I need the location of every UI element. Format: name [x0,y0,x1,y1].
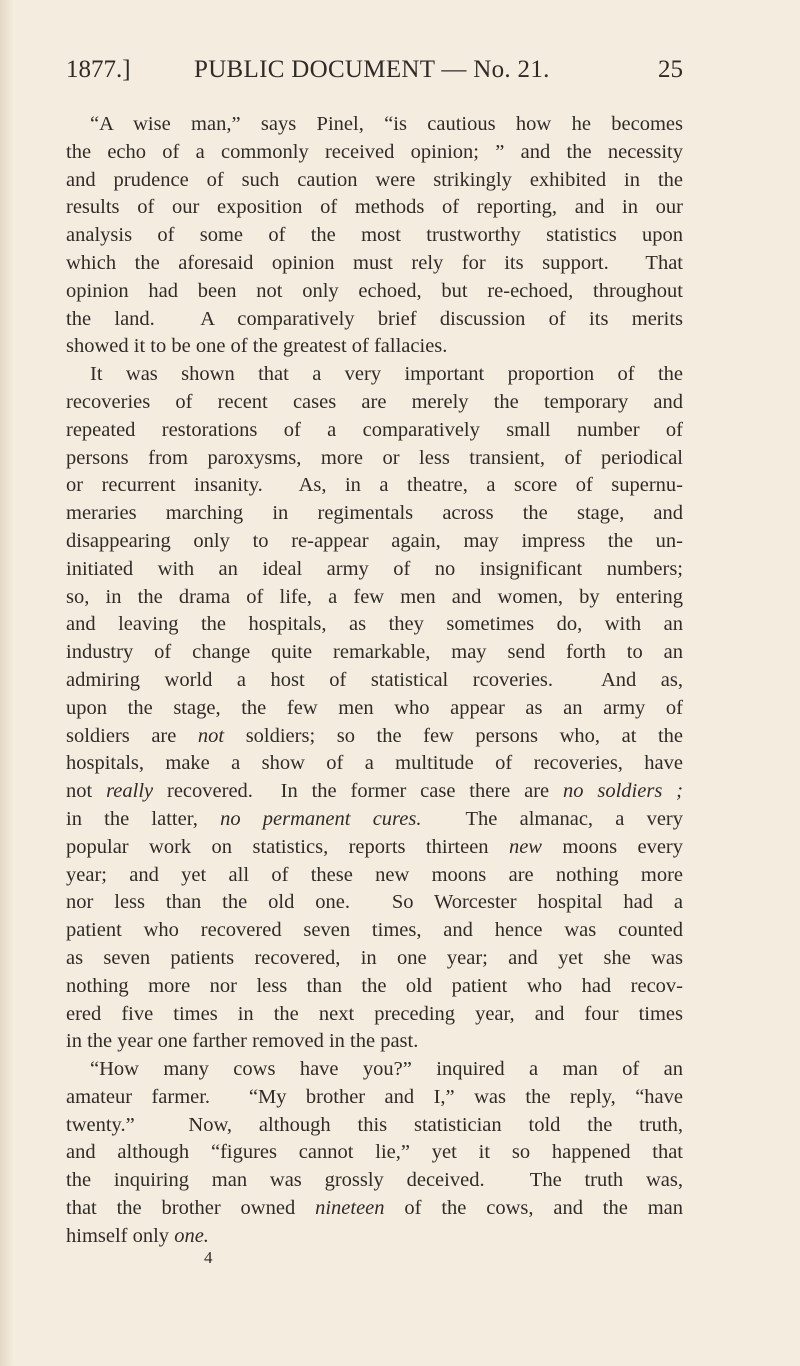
text-segment: and prudence of such caution were strikingly exhibited in the [66,168,683,191]
italic-text: no soldiers ; [563,780,683,803]
text-line [66,862,683,890]
text-line [66,1139,683,1167]
text-segment: admiring world a host of statistical rcoveries. And as, [66,668,683,691]
text-segment: nor less than the old one. So Worcester hospital had a [66,891,683,914]
text-segment: so, in the drama of life, a few men and women, by entering [66,585,683,608]
header-year: 1877.] [66,56,131,83]
text-segment: disappearing only to re-appear again, may impress the un- [66,529,683,552]
text-line [66,584,683,612]
text-segment: amateur farmer. “My brother and I,” was the reply, “have [66,1085,683,1108]
text-segment: results of our exposition of methods of reporting, and in our [66,196,683,219]
text-line [66,306,683,334]
text-line [66,500,683,528]
text-segment: in the latter, [66,807,221,830]
text-line [66,1084,683,1112]
text-segment: meraries marching in regimentals across the stage, and [66,502,683,525]
text-line [66,528,683,556]
text-line [66,639,683,667]
italic-text: nineteen [315,1197,385,1220]
text-segment: recovered. In the former case there are [153,780,564,803]
signature-mark: 4 [204,1248,213,1267]
header-title: PUBLIC DOCUMENT — No. 21. [194,56,550,83]
text-line [66,194,683,222]
text-segment: popular work on statistics, reports thirteen [66,835,509,858]
text-segment: the inquiring man was grossly deceived. The truth was, [66,1169,683,1192]
text-line [66,1001,683,1029]
text-segment: or recurrent insanity. As, in a theatre, a score of supernu- [66,474,683,497]
text-line [66,723,683,751]
text-segment: and leaving the hospitals, as they sometimes do, with an [66,613,683,636]
text-line [66,250,683,278]
text-line [66,1112,683,1140]
text-line [66,167,683,195]
text-segment: showed it to be one of the greatest of fallacies. [66,335,448,358]
text-segment: soldiers; so the few persons who, at the [224,724,683,747]
text-segment: the land. A comparatively brief discussion of its merits [66,307,683,330]
text-line [66,1167,683,1195]
text-line [66,1028,683,1056]
body-text [66,111,683,1251]
text-segment: not [66,780,107,803]
text-line [66,417,683,445]
page-gutter-shadow [0,0,14,1366]
text-segment: The almanac, a very [421,807,684,830]
text-line [66,667,683,695]
italic-text: really [106,780,154,803]
text-segment: It was shown that a very important proportion of the [90,363,683,386]
text-line [66,750,683,778]
text-segment: opinion had been not only echoed, but re-echoed, throughout [66,279,683,302]
text-line [66,278,683,306]
text-line [66,695,683,723]
text-segment: initiated with an ideal army of no insignificant numbers; [66,557,683,580]
text-line [66,111,683,139]
text-segment: nothing more nor less than the old patient who had recov- [66,974,683,997]
text-segment: of the cows, and the man [384,1197,683,1220]
text-segment: “How many cows have you?” inquired a man of an [90,1058,683,1081]
text-segment: upon the stage, the few men who appear as an army of [66,696,683,719]
text-segment: industry of change quite remarkable, may send forth to an [66,641,683,664]
text-line [66,472,683,500]
text-segment: twenty.” Now, although this statistician told the truth, [66,1113,683,1136]
italic-text: new [508,835,542,858]
text-segment: the echo of a commonly received opinion; ” and the necessity [66,140,683,163]
text-segment: year; and yet all of these new moons are nothing more [66,863,683,886]
text-line [66,556,683,584]
running-header [66,56,683,90]
text-segment: moons every [541,835,683,858]
text-segment: which the aforesaid opinion must rely for its support. That [66,251,683,274]
italic-text: one. [174,1224,209,1247]
text-segment: analysis of some of the most trustworthy statistics upon [66,224,683,247]
text-segment: patient who recovered seven times, and hence was counted [66,919,683,942]
text-line [66,945,683,973]
text-segment: himself only [66,1224,175,1247]
text-segment: hospitals, make a show of a multitude of recoveries, have [66,752,683,775]
text-segment: as seven patients recovered, in one year; and yet she was [66,946,683,969]
text-segment: recoveries of recent cases are merely the temporary and [66,390,683,413]
text-line [66,1056,683,1084]
text-segment: in the year one farther removed in the past. [66,1030,419,1053]
text-line [66,889,683,917]
text-line [66,139,683,167]
text-line [66,973,683,1001]
text-segment: soldiers are [66,724,198,747]
italic-text: no permanent cures. [220,807,422,830]
text-line [66,389,683,417]
text-line [66,333,683,361]
text-segment: ered five times in the next preceding year, and four times [66,1002,683,1025]
text-line [66,834,683,862]
text-segment: and although “figures cannot lie,” yet it so happened that [66,1141,683,1164]
text-line [66,778,683,806]
italic-text: not [197,724,225,747]
text-segment: persons from paroxysms, more or less transient, of periodical [66,446,683,469]
text-line [66,1195,683,1223]
text-line [66,611,683,639]
text-line [66,222,683,250]
text-segment: that the brother owned [66,1197,316,1220]
text-line [66,445,683,473]
page-number: 25 [658,56,683,83]
text-line [66,917,683,945]
text-line [66,1223,683,1251]
text-segment: repeated restorations of a comparatively small number of [66,418,683,441]
text-line [66,361,683,389]
text-segment: “A wise man,” says Pinel, “is cautious how he becomes [90,113,683,135]
text-line [66,806,683,834]
